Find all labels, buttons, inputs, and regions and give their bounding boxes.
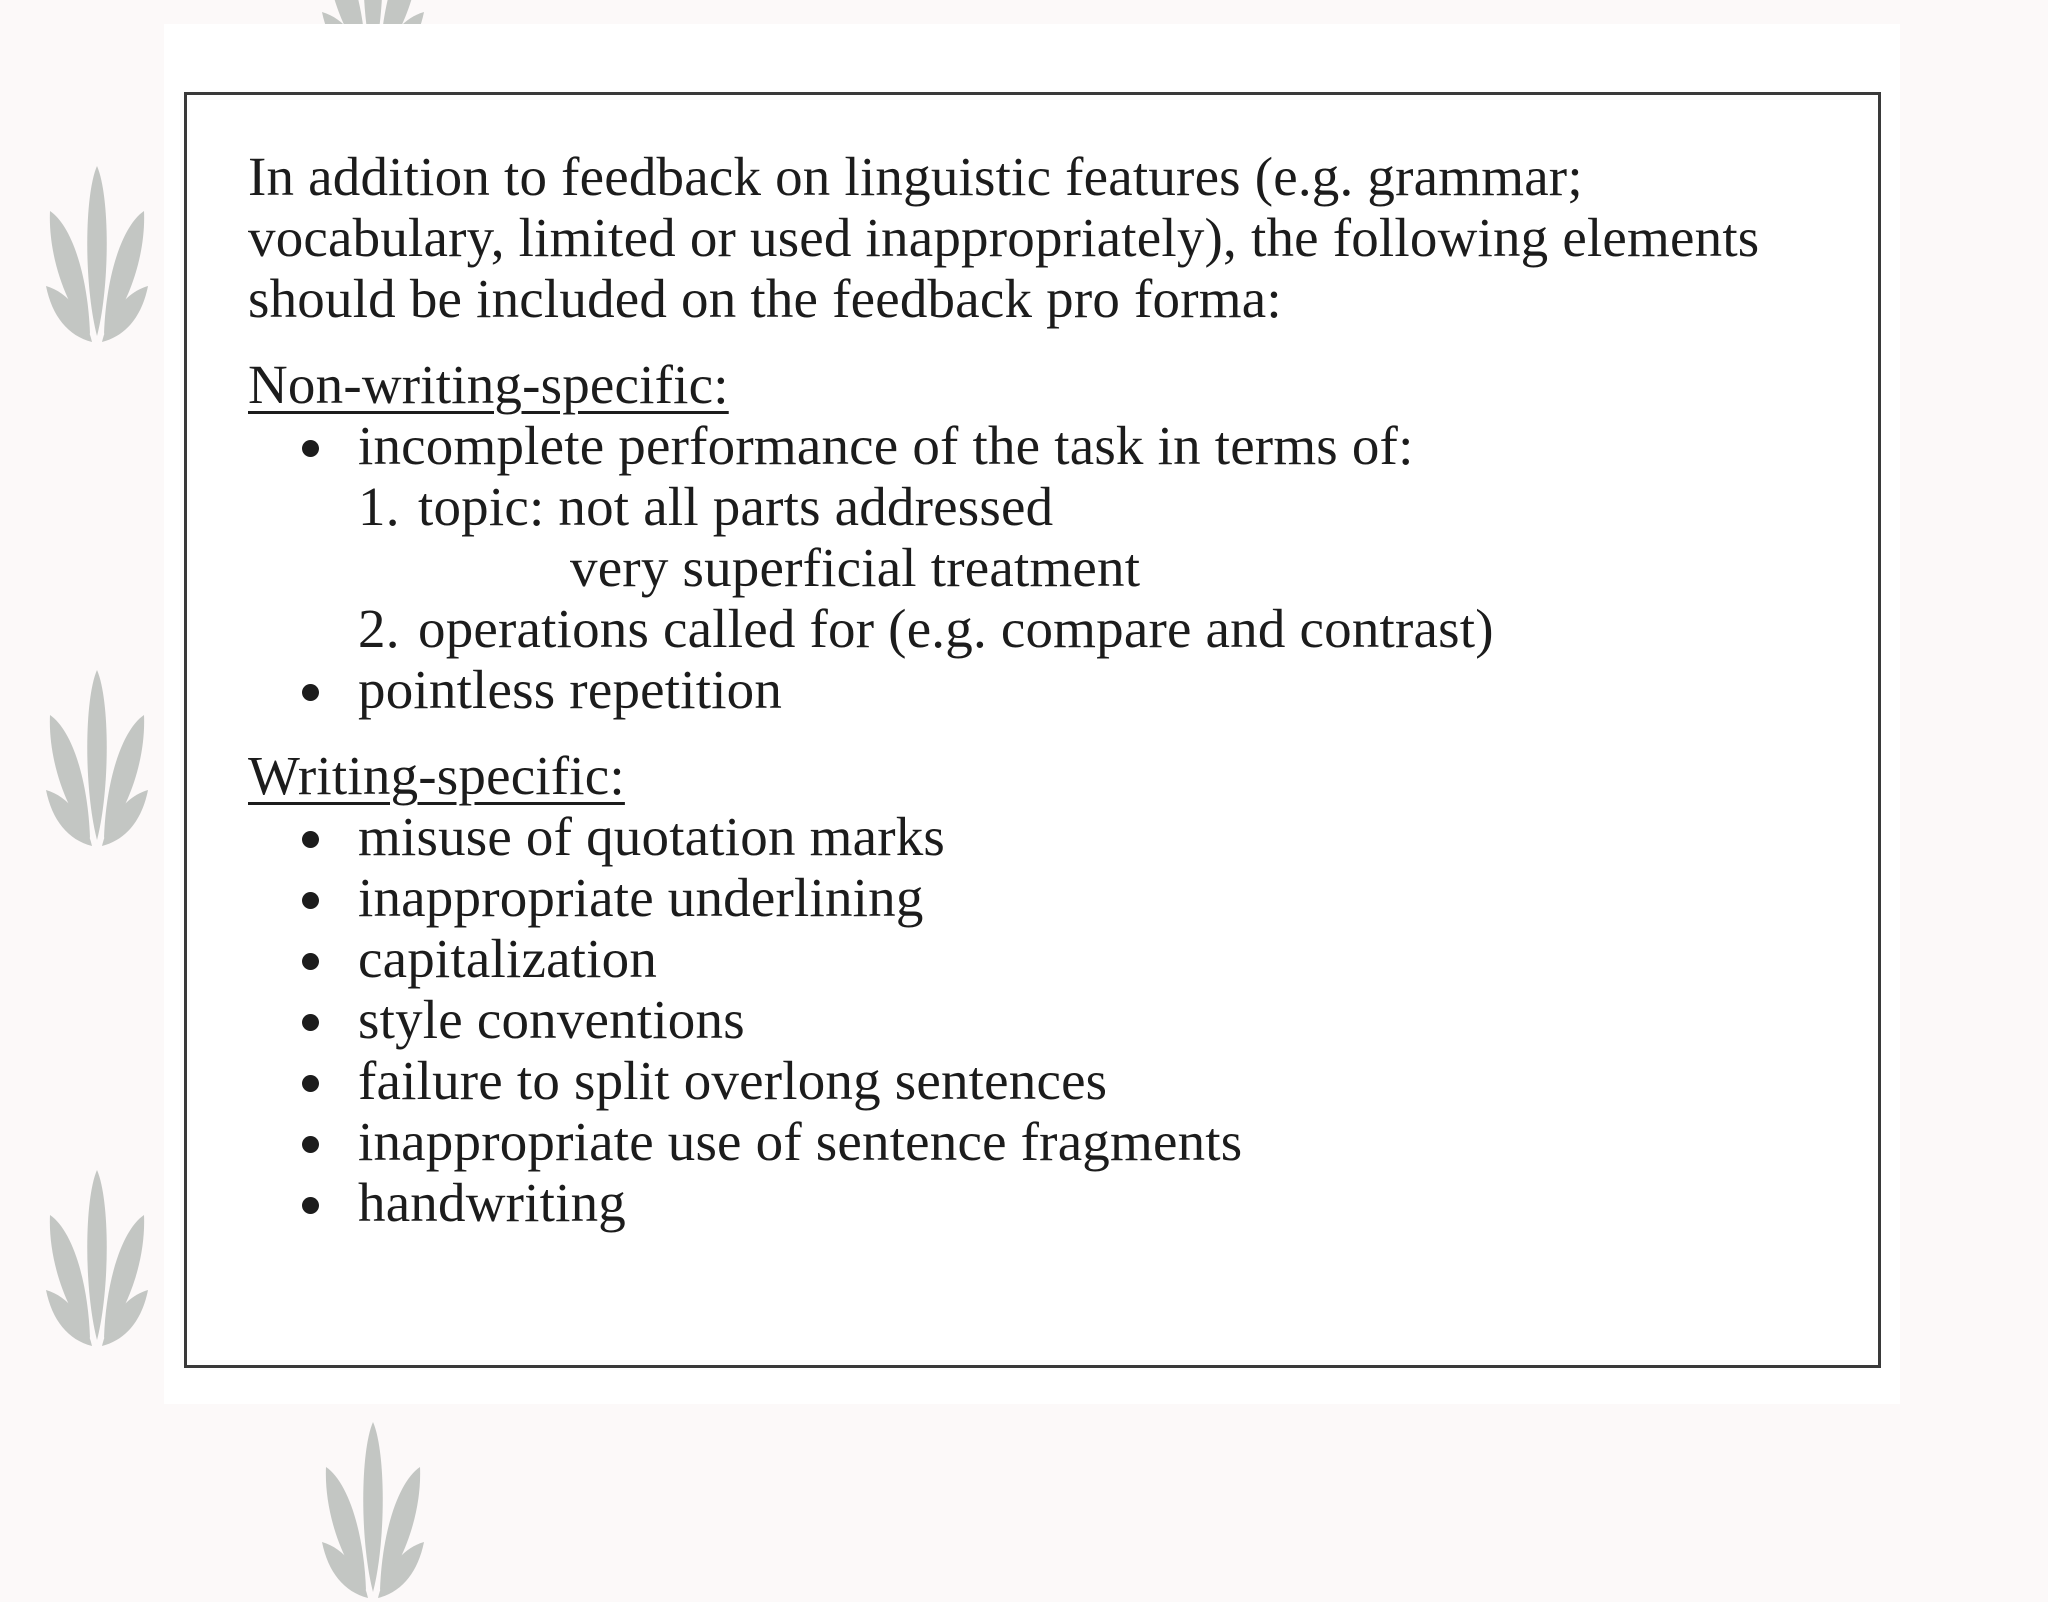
section-title: Writing-specific: bbox=[248, 745, 625, 806]
section-non-writing-specific bbox=[248, 354, 1848, 415]
list-item-text: pointless repetition bbox=[358, 659, 783, 720]
bullet-icon bbox=[302, 440, 319, 457]
sub-list-text: operations called for (e.g. compare and contrast) bbox=[418, 598, 1494, 659]
intro-paragraph: In addition to feedback on linguistic features (e.g. grammar; vocabulary, limited or used inappropriately), the following elements should be included on the feedback pro forma: bbox=[248, 146, 1760, 329]
bullet-icon bbox=[302, 1014, 319, 1031]
list-item bbox=[248, 989, 1848, 1050]
sub-list-number: 1. bbox=[358, 476, 400, 537]
bullet-icon bbox=[302, 831, 319, 848]
list-item bbox=[248, 928, 1848, 989]
list-item-text: misuse of quotation marks bbox=[358, 806, 946, 867]
sub-list-number: 2. bbox=[358, 598, 400, 659]
list-item bbox=[248, 806, 1848, 867]
list-item-text: inappropriate use of sentence fragments bbox=[358, 1111, 1243, 1172]
list-item-text: style conventions bbox=[358, 989, 745, 1050]
bullet-icon bbox=[302, 1075, 319, 1092]
list-item bbox=[248, 867, 1848, 928]
sub-list-item bbox=[248, 598, 1848, 659]
list-item bbox=[248, 1111, 1848, 1172]
section-writing-specific bbox=[248, 745, 1848, 806]
list-item bbox=[248, 659, 1848, 720]
sub-list-item bbox=[248, 476, 1848, 537]
bullet-icon bbox=[302, 953, 319, 970]
leaf-sprig-icon bbox=[42, 1160, 152, 1350]
bullet-icon bbox=[302, 1197, 319, 1214]
list-item bbox=[248, 1050, 1848, 1111]
sub-list-text: topic: not all parts addressed bbox=[418, 476, 1054, 537]
list-item-text: failure to split overlong sentences bbox=[358, 1050, 1108, 1111]
bullet-icon bbox=[302, 684, 319, 701]
bullet-icon bbox=[302, 892, 319, 909]
box-content bbox=[248, 146, 1848, 1233]
list-item-text: capitalization bbox=[358, 928, 658, 989]
sub-list-continuation bbox=[248, 537, 1848, 598]
leaf-sprig-icon bbox=[42, 156, 152, 346]
list-item-text: inappropriate underlining bbox=[358, 867, 924, 928]
list-item-text: incomplete performance of the task in terms of: bbox=[358, 415, 1414, 476]
list-item bbox=[248, 415, 1848, 476]
sub-list-container bbox=[248, 476, 1848, 659]
sub-list-text: very superficial treatment bbox=[570, 537, 1141, 598]
writing-specific-list bbox=[248, 806, 1848, 1233]
leaf-sprig-icon bbox=[42, 660, 152, 850]
sub-list bbox=[248, 476, 1848, 659]
bullet-icon bbox=[302, 1136, 319, 1153]
list-item-text: handwriting bbox=[358, 1172, 626, 1233]
section-title: Non-writing-specific: bbox=[248, 354, 729, 415]
leaf-sprig-icon bbox=[318, 1412, 428, 1602]
list-item bbox=[248, 1172, 1848, 1233]
non-writing-specific-list bbox=[248, 415, 1848, 720]
